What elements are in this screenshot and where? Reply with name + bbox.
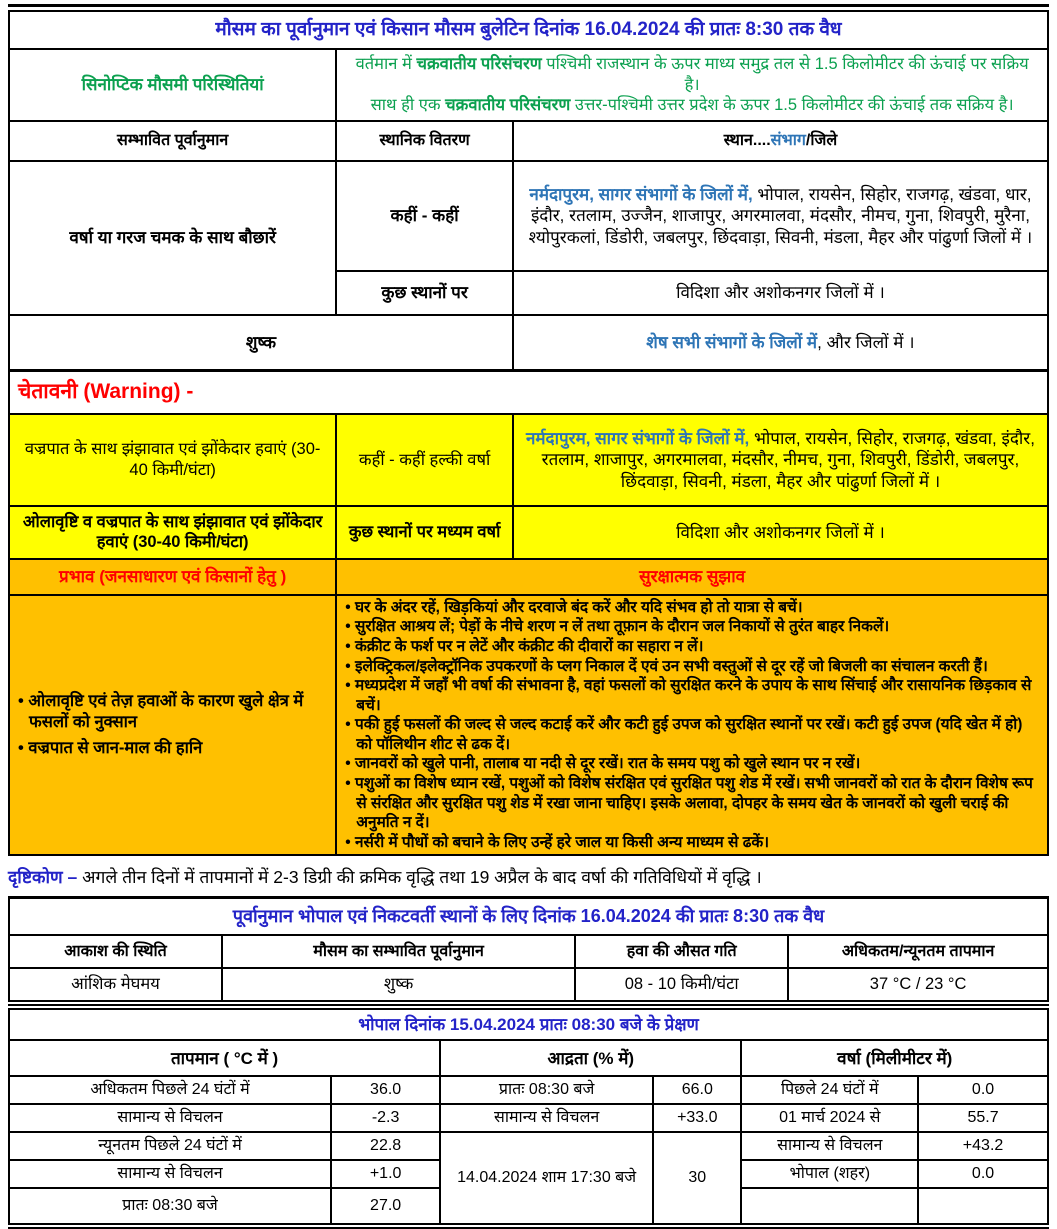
local-forecast-value-row (9, 968, 1048, 1003)
rain-bhopal-city-label: भोपाल (शहर) (741, 1160, 918, 1188)
wind-speed-value: 08 - 10 किमी/घंटा (575, 968, 788, 1003)
humidity-evening-label: 14.04.2024 शाम 17:30 बजे (440, 1132, 653, 1226)
synoptic-line1-b: चक्रवातीय परिसंचरण (416, 55, 542, 73)
warning-1-districts-list: भोपाल, रायसेन, सिहोर, राजगढ़, खंडवा, इंदौर, रतलाम, शाजापुर, अगरमालवा, मंदसौर, नीमच, गुना, शिवपुरी, डिंडोरी, जबलपुर, छिंदवाड़ा, सिवनी, मंडला, मैहर और पांढुर्णा जिलों में । (541, 429, 1035, 491)
temp-min-deviation-label: सामान्य से विचलन (9, 1160, 331, 1188)
suggestion-item: • पशुओं का विशेष ध्यान रखें, पशुओं को विशेष संरक्षित एवं सुरक्षित पशु शेड में रखें। सभी जानवरों को रात के दौरान विशेष रूप से संरक्षित और सुरक्षित पशु शेड में रखा जाना चाहिए। इसके अलावा, दोपहर के समय खेत के जानवरों को खुली चराई की अनुमति न दें। (343, 774, 1041, 833)
humidity-morning-label: प्रातः 08:30 बजे (440, 1076, 653, 1104)
warning-heading: चेतावनी (Warning) - (9, 370, 1048, 414)
temp-max-value: 36.0 (331, 1076, 440, 1104)
suggestion-item: • घर के अंदर रहें, खिड़कियां और दरवाजे बंद करें और यदि संभव हो तो यात्रा से बचें। (343, 598, 1041, 618)
suggestion-item: • जानवरों को खुले पानी, तालाब या नदी से दूर रखें। रात के समय पशु को खुले स्थान पर न रखें। (343, 754, 1041, 774)
local-forecast-title: पूर्वानुमान भोपाल एवं निकटवर्ती स्थानों के लिए दिनांक 16.04.2024 की प्रातः 8:30 तक वैध (9, 898, 1048, 936)
synoptic-line2-b: चक्रवातीय परिसंचरण (445, 96, 571, 115)
suggestion-list (343, 598, 1041, 852)
top-rule (8, 4, 1049, 7)
warning-1-distribution: कहीं - कहीं हल्की वर्षा (336, 414, 513, 506)
observations-table (8, 1008, 1049, 1229)
outlook-label: दृष्टिकोण – (8, 867, 78, 888)
dry-districts-divisions: शेष सभी संभागों के जिलों में (646, 332, 818, 352)
local-forecast-table (8, 896, 1049, 1006)
outlook-text: अगले तीन दिनों में तापमानों में 2-3 डिग्री की क्रमिक वृद्धि तथा 19 अप्रैल के बाद वर्षा की गतिविधियों में वृद्धि । (77, 867, 762, 888)
rain-districts-1 (513, 161, 1048, 271)
warning-row-2 (9, 506, 1048, 559)
suggestion-item: • सुरक्षित आश्रय लें; पेड़ों के नीचे शरण न लें तथा तूफ़ान के दौरान जल निकायों से तुरंत बाहर निकलें। (343, 617, 1041, 637)
col-header-distribution: स्थानिक वितरण (336, 121, 513, 161)
observations-title-row (9, 1009, 1048, 1040)
sky-condition-header: आकाश की स्थिति (9, 935, 222, 968)
warning-2-districts: विदिशा और अशोकनगर जिलों में । (513, 506, 1048, 559)
synoptic-label: सिनोप्टिक मौसमी परिस्थितियां (9, 49, 336, 121)
impact-item: • ओलावृष्टि एवं तेज़ हवाओं के कारण खुले क्षेत्र में फसलों को नुक्सान (16, 691, 329, 732)
suggestion-header: सुरक्षात्मक सुझाव (336, 559, 1048, 595)
wind-speed-header: हवा की औसत गति (575, 935, 788, 968)
suggestion-item: • पकी हुई फसलों की जल्द से जल्द कटाई करें और कटी हुई उपज को सुरक्षित स्थानों पर रखें। कटी हुई उपज (यदि खेत में हो) को पॉलिथीन शीट से ढक दें। (343, 715, 1041, 754)
rain-distribution-2: कुछ स्थानों पर (336, 271, 513, 315)
warning-1-hazard: वज्रपात के साथ झंझावात एवं झोंकेदार हवाएं (30-40 किमी/घंटा) (9, 414, 336, 506)
observations-row (9, 1104, 1048, 1132)
synoptic-line2-c: उत्तर-पश्चिमी उत्तर प्रदेश के ऊपर 1.5 किलोमीटर की ऊंचाई तक सक्रिय है। (570, 96, 1014, 115)
weather-forecast-header: मौसम का सम्भावित पूर्वानुमान (222, 935, 575, 968)
local-forecast-title-row (9, 898, 1048, 936)
rain-forecast-label: वर्षा या गरज चमक के साथ बौछारें (9, 161, 336, 315)
weather-forecast-value: शुष्क (222, 968, 575, 1003)
dry-label: शुष्क (9, 315, 513, 371)
temp-morning-label: प्रातः 08:30 बजे (9, 1188, 331, 1226)
rain-forecast-row-1 (9, 161, 1048, 271)
bulletin-title: मौसम का पूर्वानुमान एवं किसान मौसम बुलेटिन दिनांक 16.04.2024 की प्रातः 8:30 तक वैध (9, 11, 1048, 49)
temp-max-deviation-value: -2.3 (331, 1104, 440, 1132)
rain-districts-1-divisions: नर्मदापुरम, सागर संभागों के जिलों में, (529, 185, 753, 204)
impact-list-cell (9, 595, 336, 855)
temp-max-deviation-label: सामान्य से विचलन (9, 1104, 331, 1132)
rain-24h-value: 0.0 (918, 1076, 1048, 1104)
impact-list (16, 691, 329, 759)
place-header-prefix: स्थान.... (723, 131, 771, 149)
column-header-row (9, 121, 1048, 161)
observations-row (9, 1132, 1048, 1160)
temp-min-deviation-value: +1.0 (331, 1160, 440, 1188)
rain-empty-value (918, 1188, 1048, 1226)
warning-1-districts-divisions: नर्मदापुरम, सागर संभागों के जिलों में, (525, 429, 750, 448)
synoptic-text (336, 49, 1048, 121)
suggestion-item: • मध्यप्रदेश में जहाँ भी वर्षा की संभावना है, वहां फसलों को सुरक्षित करने के उपाय के साथ सिंचाई और रासायनिक छिड़काव से बचें। (343, 676, 1041, 715)
sky-condition-value: आंशिक मेघमय (9, 968, 222, 1003)
main-bulletin-table (8, 10, 1049, 856)
synoptic-line2-a: साथ ही एक (370, 96, 446, 115)
impact-header: प्रभाव (जनसाधारण एवं किसानों हेतु ) (9, 559, 336, 595)
humidity-deviation-value: +33.0 (653, 1104, 741, 1132)
temp-max-label: अधिकतम पिछले 24 घंटों में (9, 1076, 331, 1104)
place-header-suffix: /जिले (805, 131, 838, 149)
max-min-temp-value: 37 °C / 23 °C (788, 968, 1048, 1003)
dry-districts-rest: , और जिलों में । (817, 332, 915, 352)
suggestion-item: • नर्सरी में पौधों को बचाने के लिए उन्हें हरे जाल या किसी अन्य माध्यम से ढकें। (343, 833, 1041, 853)
title-row (9, 11, 1048, 49)
rain-since-march-value: 55.7 (918, 1104, 1048, 1132)
synoptic-line1-c: पश्चिमी राजस्थान के ऊपर माध्य समुद्र तल से 1.5 किलोमीटर की ऊंचाई पर सक्रिय है। (541, 55, 1029, 94)
rainfall-group-header: वर्षा (मिलीमीटर में) (741, 1040, 1048, 1076)
rain-districts-1-list: भोपाल, रायसेन, सिहोर, राजगढ़, खंडवा, धार, इंदौर, रतलाम, उज्जैन, शाजापुर, अगरमालवा, मंदसौर, नीमच, गुना, शिवपुरी, मुरैना, श्योपुरकलां, डिंडोरी, जबलपुर, छिंदवाड़ा, सिवनी, मंडला, मैहर और पांढुर्णा जिलों में । (528, 185, 1033, 247)
outlook-line (8, 865, 1049, 889)
observations-group-row (9, 1040, 1048, 1076)
rain-empty-label (741, 1188, 918, 1226)
rain-24h-label: पिछले 24 घंटों में (741, 1076, 918, 1104)
rain-deviation-value: +43.2 (918, 1132, 1048, 1160)
synoptic-line1-a: वर्तमान में (355, 55, 417, 73)
rain-bhopal-city-value: 0.0 (918, 1160, 1048, 1188)
impact-header-row (9, 559, 1048, 595)
col-header-place (513, 121, 1048, 161)
rain-distribution-1: कहीं - कहीं (336, 161, 513, 271)
rain-since-march-label: 01 मार्च 2024 से (741, 1104, 918, 1132)
humidity-group-header: आद्रता (% में) (440, 1040, 741, 1076)
temperature-group-header: तापमान ( °C में ) (9, 1040, 440, 1076)
warning-2-hazard: ओलावृष्टि व वज्रपात के साथ झंझावात एवं झोंकेदार हवाएं (30-40 किमी/घंटा) (9, 506, 336, 559)
humidity-evening-value: 30 (653, 1132, 741, 1226)
synoptic-row (9, 49, 1048, 121)
suggestion-item: • कंक्रीट के फर्श पर न लेटें और कंक्रीट की दीवारों का सहारा न लें। (343, 637, 1041, 657)
dry-districts (513, 315, 1048, 371)
impact-body-row (9, 595, 1048, 855)
temp-min-label: न्यूनतम पिछले 24 घंटों में (9, 1132, 331, 1160)
warning-2-distribution: कुछ स्थानों पर मध्यम वर्षा (336, 506, 513, 559)
warning-1-districts (513, 414, 1048, 506)
local-forecast-header-row (9, 935, 1048, 968)
rain-districts-2: विदिशा और अशोकनगर जिलों में । (513, 271, 1048, 315)
warning-heading-row (9, 370, 1048, 414)
suggestion-item: • इलेक्ट्रिकल/इलेक्ट्रॉनिक उपकरणों के प्लग निकाल दें एवं उन सभी वस्तुओं से दूर रहें जो बिजली का संचालन करती हैं। (343, 657, 1041, 677)
col-header-forecast: सम्भावित पूर्वानुमान (9, 121, 336, 161)
rain-deviation-label: सामान्य से विचलन (741, 1132, 918, 1160)
max-min-temp-header: अधिकतम/न्यूनतम तापमान (788, 935, 1048, 968)
place-header-division: संभाग (770, 131, 806, 149)
observations-row (9, 1076, 1048, 1104)
suggestion-list-cell (336, 595, 1048, 855)
warning-row-1 (9, 414, 1048, 506)
humidity-morning-value: 66.0 (653, 1076, 741, 1104)
temp-min-value: 22.8 (331, 1132, 440, 1160)
impact-item: • वज्रपात से जान-माल की हानि (16, 738, 329, 759)
dry-row (9, 315, 1048, 371)
humidity-deviation-label: सामान्य से विचलन (440, 1104, 653, 1132)
observations-title: भोपाल दिनांक 15.04.2024 प्रातः 08:30 बजे के प्रेक्षण (9, 1009, 1048, 1040)
temp-morning-value: 27.0 (331, 1188, 440, 1226)
